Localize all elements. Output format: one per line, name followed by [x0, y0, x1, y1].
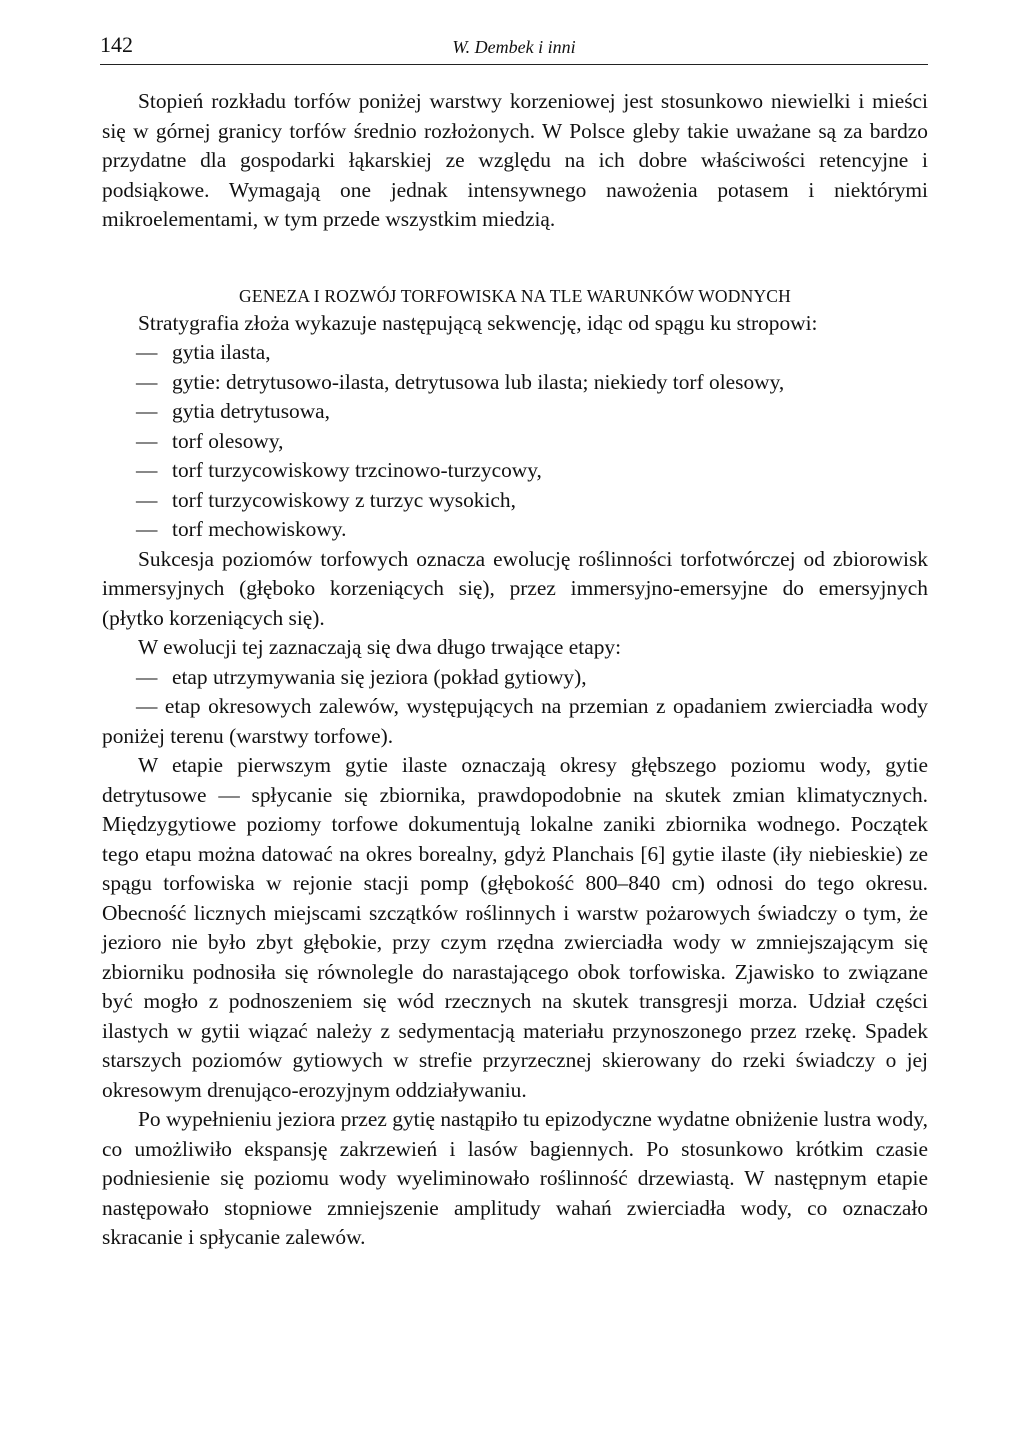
- section-spacer: [102, 235, 928, 283]
- dash-marker: —: [136, 399, 158, 423]
- page-header: [100, 30, 928, 65]
- list-item-text: etap okresowych zalewów, występujących na przemian z opadaniem zwierciadła wody poniżej terenu (warstwy torfowe).: [102, 694, 928, 748]
- dash-marker: —: [136, 487, 158, 512]
- list-item-text: etap utrzymywania się jeziora (pokład gytiowy),: [172, 664, 587, 689]
- stratigraphy-list: [102, 338, 928, 545]
- body-text: [102, 87, 928, 1253]
- list-item-text: torf turzycowiskowy trzcinowo-turzycowy,: [172, 458, 542, 482]
- list-item-text: torf turzycowiskowy z turzyc wysokich,: [172, 487, 516, 512]
- list-item-text: gytia ilasta,: [172, 340, 271, 364]
- list-item: [102, 368, 928, 398]
- section-heading: GENEZA I ROZWÓJ TORFOWISKA NA TLE WARUNKÓW WODNYCH: [238, 285, 791, 306]
- dash-marker: —: [136, 369, 158, 394]
- stratigraphy-intro: Stratygrafia złoża wykazuje następującą sekwencję, idąc od spągu ku stropowi:: [138, 310, 818, 335]
- intro-paragraph: Stopień rozkładu torfów poniżej warstwy korzeniowej jest stosunkowo niewielki i mieści się w górnej granicy torfów średnio rozłożonych. W Polsce gleby takie uważane są za bardzo przydatne dla gospodarki łąkarskiej ze względu na ich dobre właściwości retencyjne i podsiąkowe. Wymagają one jednak intensywnego nawożenia potasem i niektórymi mikroelementami, w tym przede wszystkim miedzią.: [102, 89, 928, 231]
- page-number: 142: [100, 32, 133, 57]
- list-item: [102, 456, 928, 486]
- list-item-text: torf mechowiskowy.: [172, 517, 347, 541]
- list-item-text: torf olesowy,: [172, 428, 284, 453]
- second-stage-paragraph: Po wypełnieniu jeziora przez gytię nastąpiło tu epizodyczne wydatne obniżenie lustra wody, co umożliwiło ekspansję zakrzewień i lasów bagiennych. Po stosunkowo krótkim czasie podniesienie się poziomu wody wyeliminowało roślinność drzewiastą. W następnym etapie następowało stopniowe zmniejszenie amplitudy wahań zwierciadła wody, co oznaczało skracanie i spłycanie zalewów.: [102, 1107, 928, 1249]
- dash-marker: —: [136, 428, 158, 453]
- first-stage-paragraph: W etapie pierwszym gytie ilaste oznaczają okresy głębszego poziomu wody, gytie detrytusowe — spłycanie się zbiornika, prawdopodobnie na skutek zmian klimatycznych. Międzygytiowe poziomy torfowe dokumentują lokalne zaniki zbiornika wodnego. Początek tego etapu można datować na okres borealny, gdyż Planchais [6] gytie ilaste (iły niebieskie) ze spągu torfowiska w rejonie stacji pomp (głębokość 800–840 cm) odnosi do tego okresu. Obecność licznych miejscami szczątków roślinnych i warstw pożarowych świadczy o tym, że jezioro nie było zbyt głębokie, przy czym rzędna zwierciadła wody w zmniejszającym się zbiorniku podnosiła się równolegle do narastającego obok torfowiska. Zjawisko to związane być mogło z podnoszeniem się wód rzecznych na skutek transgresji morza. Udział części ilastych w gytii wiązać należy z sedymentacją materiału przynoszonego przez rzekę. Spadek starszych poziomów gytiowych w strefie przyrzecznej skierowany do rzeki świadczy o jej okresowym drenująco-erozyjnym oddziaływaniu.: [102, 753, 928, 1102]
- list-item-text: gytia detrytusowa,: [172, 399, 331, 423]
- list-item: [102, 663, 928, 693]
- evolution-intro: W ewolucji tej zaznaczają się dwa długo trwające etapy:: [138, 635, 622, 659]
- running-head: W. Dembek i inni: [452, 37, 576, 57]
- list-item-text: gytie: detrytusowo-ilasta, detrytusowa lub ilasta; niekiedy torf olesowy,: [172, 369, 785, 394]
- dash-marker: —: [136, 664, 158, 689]
- evolution-list: [102, 663, 928, 752]
- dash-marker: —: [136, 694, 158, 718]
- list-item: [102, 486, 928, 516]
- dash-marker: —: [136, 340, 158, 364]
- succession-paragraph: Sukcesja poziomów torfowych oznacza ewolucję roślinności torfotwórczej od zbiorowisk immersyjnych (głęboko korzeniących się), przez immersyjno-emersyjne do emersyjnych (płytko korzeniących się).: [102, 546, 928, 630]
- list-item: [102, 427, 928, 457]
- list-item: [102, 397, 928, 427]
- dash-marker: —: [136, 458, 158, 482]
- list-item: [102, 338, 928, 368]
- list-item: [102, 515, 928, 545]
- dash-marker: —: [136, 517, 158, 541]
- list-item: [102, 692, 928, 751]
